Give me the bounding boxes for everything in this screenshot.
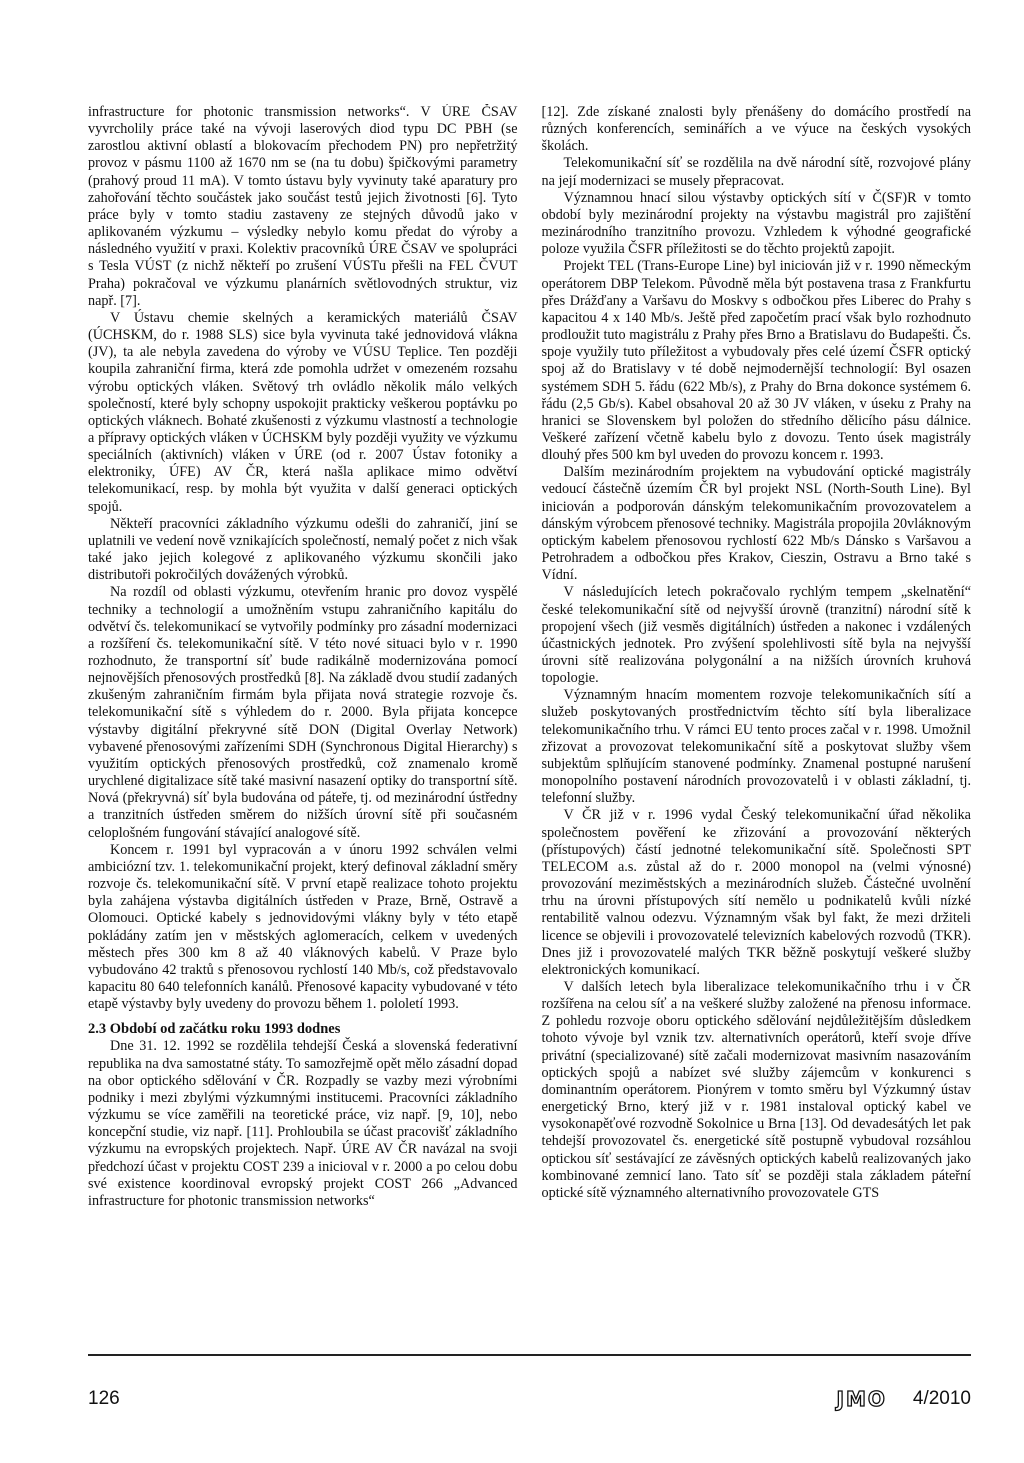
section-heading: 2.3 Období od začátku roku 1993 dodnes (88, 1021, 341, 1038)
paragraph: Na rozdíl od oblasti výzkumu, otevřením hranic pro dovoz vyspělé techniky a technologií a umožněním vstupu zahraničního kapitálu do odvětví čs. telekomunikací se vytvořily podmínky pro zásadní modernizaci a rozšíření čs. telekomunikační sítě. V této nové situaci bylo v r. 1990 rozhodnuto, že transportní síť bude radikálně modernizována pomocí nejnovějších přenosových prostředků [8]. Na základě dvou studií zadaných zkušeným zahraničním firmám byla přijata nová strategie rozvoje čs. telekomunikační sítě s výhledem do r. 2000. Byla přijata koncepce výstavby digitální překryvné sítě DON (Digital Overlay Network) vybavené přenosovými zařízeními SDH (Synchronous Digital Hierarchy) s využitím optických přenosových prostředků, což znamenalo kromě urychlené digitalizace sítě také masivní nasazení optiky do transportní sítě. Nová (překryvná) síť byla budována od páteře, tj. od mezinárodní ústředny a tranzitních ústředen směrem do nižších úrovní sítě při současném celoplošném fungování stávající analogové sítě. (88, 584, 518, 841)
paragraph: V Ústavu chemie skelných a keramických materiálů ČSAV (ÚCHSKM, do r. 1988 SLS) sice byla vyvinuta také jednovidová vlákna (JV), ta ale nebyla zavedena do výroby ve VÚSU Teplice. Ten později koupila zahraniční firma, která zde pomohla udržet v omezeném rozsahu výrobu optických vláken. Světový trh ovládlo několik málo velkých společností, které byly schopny uspokojit prakticky veškerou poptávku po optických vláknech. Bohaté zkušenosti z výzkumu vlastností a technologie a přípravy optických vláken v ÚCHSKM byly později využity ve výzkumu speciálních (aktivních) vláken v ÚRE (od r. 2007 Ústav fotoniky a elektroniky, ÚFE) AV ČR, která našla aplikace mimo odvětví telekomunikací, resp. by mohla být využita v další generaci optických spojů. (88, 309, 518, 515)
paragraph: V ČR již v r. 1996 vydal Český telekomunikační úřad několika společnostem pověření ke zřizování a provozování některých (přístupových) částí jednotné telekomunikační sítě. Společnosti SPT TELECOM a.s. zůstal až do r. 2000 monopol na (velmi výnosné) provozování meziměstských a mezinárodních služeb. Částečné uvolnění trhu na úrovni přístupových sítí nemělo u podnikatelů kvůli nízké rentabilitě valnou odezvu. Významným však byl fakt, že mezi držiteli licence se objevili i provozovatelé televizních kabelových rozvodů (TKR). Dnes již i provozovatelé malých TKR běžně poskytují veškeré služby elektronických komunikací. (541, 807, 971, 978)
paragraph: [12]. Zde získané znalosti byly přenášeny do domácího prostředí na různých konferencích, seminářích a ve výuce na českých vysokých školách. (541, 104, 971, 155)
paragraph: V následujících letech pokračovalo rychlým tempem „skelnatění“ české telekomunikační sítě od nejvyšší úrovně (tranzitní) národní sítě k propojení všech (již vesměs digitálních) ústředen a nakonec i vzdálených účastnických jednotek. Pro zvýšení spolehlivosti sítě byla na nejvyšší úrovni sítě realizována polygonální a na nižších úrovních kruhová topologie. (541, 584, 971, 687)
left-column (88, 104, 518, 1314)
paragraph: Významným hnacím momentem rozvoje telekomunikačních sítí a služeb poskytovaných prostřednictvím těchto sítí byla liberalizace telekomunikačního trhu. V rámci EU tento proces začal v r. 1998. Umožnil zřizovat a provozovat telekomunikační sítě a poskytovat služby všem subjektům splňujícím stanovené podmínky. Znamenal postupné narušení monopolního postavení národních provozovatelů i v oblasti základní, tj. telefonní služby. (541, 687, 971, 807)
journal-logo: JMO (836, 1387, 887, 1411)
footer-divider (88, 1354, 971, 1356)
paragraph: infrastructure for photonic transmission networks“. V ÚRE ČSAV vyvrcholily práce také na vývoji laserových diod typu DC PBH (se zarostlou aktivní oblastí a blokovacím přechodem PN) pro nepřetržitý provoz v pásmu 1100 až 1670 nm se (na tu dobu) špičkovými parametry (prahový proud 11 mA). V tomto ústavu byly vyvinuty také aparatury pro zahořování těchto součástek jako součást testů jejich životnosti [6]. Tyto práce byly v tomto stadiu zastaveny ze stejných důvodů jako v aplikovaném výzkumu – výsledky nebylo komu předat do výroby a následného využití v praxi. Kolektiv pracovníků ÚRE ČSAV ve spolupráci s Tesla VÚST (z nichž někteří po zrušení VÚSTu přešli na FEL ČVUT Praha) pokračoval ve výzkumu planárních světlovodných struktur, viz např. [7]. (88, 104, 518, 309)
paragraph: Významnou hnací silou výstavby optických sítí v Č(SF)R v tomto období byly mezinárodní projekty na výstavbu magistrál pro zajištění mezinárodního tranzitního provozu. Vzhledem k výhodné geografické poloze využila ČSFR příležitosti se do těchto projektů zapojit. (541, 189, 971, 258)
issue-number: 4/2010 (912, 1388, 971, 1409)
article-body (88, 104, 971, 1324)
page-footer (88, 1387, 971, 1411)
paragraph: Někteří pracovníci základního výzkumu odešli do zahraničí, jiní se uplatnili ve vedení nově vznikajících společností, nemalý počet z nich však také jako jejich kolegové z aplikovaného výzkumu skončili jako distributoři pokročilých dovážených výrobků. (88, 515, 518, 584)
paragraph: Dalším mezinárodním projektem na vybudování optické magistrály vedoucí částečně územím ČR byl projekt NSL (North-South Line). Byl iniciován a podporován dánským telekomunikačním provozovatelem a dánským výrobcem přenosové techniky. Magistrála propojila 20vláknovým optickým kabelem přenosovou rychlostí 622 Mb/s Dánsko s Varšavou a Petrohradem a odbočkou přes Krakov, Cieszin, Ostravu a Brno také s Vídní. (541, 464, 971, 584)
right-column (542, 104, 972, 1314)
paragraph: Telekomunikační síť se rozdělila na dvě národní sítě, rozvojové plány na její modernizaci se musely přepracovat. (541, 155, 971, 189)
page-number: 126 (88, 1388, 120, 1409)
paragraph: Koncem r. 1991 byl vypracován a v únoru 1992 schválen velmi ambiciózní tzv. 1. telekomunikační projekt, který definoval základní směry rozvoje čs. telekomunikační sítě. V první etapě realizace tohoto projektu byla zahájena výstavba digitálních ústředen v Praze, Brně, Ostravě a Olomouci. Optické kabely s jednovidovými vlákny byly v této etapě pokládány zatím jen v městských aglomeracích, celkem v uvedených městech přes 300 km 8 až 40 vláknových kabelů. V Praze bylo vybudováno 42 traktů s přenosovou rychlostí 140 Mb/s, což představovalo kapacitu 80 640 telefonních kanálů. Přenosové kapacity vybudované v této etapě výstavby byly uvedeny do provozu během 1. pololetí 1993. (88, 841, 518, 1013)
footer-right (837, 1387, 971, 1411)
paragraph: Projekt TEL (Trans-Europe Line) byl iniciován již v r. 1990 německým operátorem DBP Telekom. Původně měla být postavena trasa z Frankfurtu přes Drážďany a Varšavu do Moskvy s odbočkou přes Liberec do Prahy s kapacitou 4 x 140 Mb/s. Ještě před započetím prací však bylo rozhodnuto prodloužit tuto magistrálu z Prahy přes Brno a Bratislavu do Budapešti. Čs. spoje využily tuto příležitost a vybudovaly přes celé území ČSFR optický spoj až do Bratislavy v té době nejmodernější technologií: Byl osazen systémem SDH 5. řádu (622 Mb/s), z Prahy do Brna dokonce systémem 6. řádu (2,5 Gb/s). Kabel obsahoval 20 až 30 JV vláken, v úseku z Prahy na hranici se Slovenskem byl položen do středního dělicího pásu dálnice. Veškeré zařízení včetně kabelu bylo z dovozu. Tento úsek magistrály dlouhý přes 500 km byl uveden do provozu koncem r. 1993. (541, 258, 971, 464)
paragraph: Dne 31. 12. 1992 se rozdělila tehdejší Česká a slovenská federativní republika na dva samostatné státy. To samozřejmě opět mělo zásadní dopad na obor optického sdělování v ČR. Rozpadly se vazby mezi výrobními podniky i mezi zbylými výzkumnými institucemi. Pracovníci základního výzkumu se více zaměřili na teoretické práce, viz např. [9, 10], nebo koncepční studie, viz např. [11]. Prohloubila se účast pracovišť základního výzkumu na evropských projektech. Např. ÚRE AV ČR navázal na svoji předchozí účast v projektu COST 239 a inicioval v r. 2000 a po celou dobu své existence koordinoval evropský projekt COST 266 „Advanced infrastructure for photonic transmission networks“ (88, 1038, 518, 1209)
paragraph: V dalších letech byla liberalizace telekomunikačního trhu i v ČR rozšířena na celou síť a na veškeré služby založené na přenosu informace. Z pohledu rozvoje oboru optického sdělování nejdůležitějším důsledkem tohoto vývoje byl vznik tzv. alternativních operátorů, kteří svoje dříve privátní (specializované) sítě začali modernizovat masivním nasazováním optických spojů a nabízet své služby zájemcům v konkurenci s dominantním operátorem. Pionýrem v tomto směru byl Výzkumný ústav energetický Brno, který již v r. 1981 instaloval optický kabel ve vysokonapěťové rozvodně Sokolnice u Brna [13]. Od devadesátých let pak tehdejší provozovatel čs. energetické sítě postupně vybudoval rozsáhlou optickou síť sestávající ze závěsných optických kabelů realizovaných jako kombinované zemnicí lano. Tato síť se později stala základem páteřní optické sítě významného alternativního provozovatele GTS (541, 978, 971, 1201)
